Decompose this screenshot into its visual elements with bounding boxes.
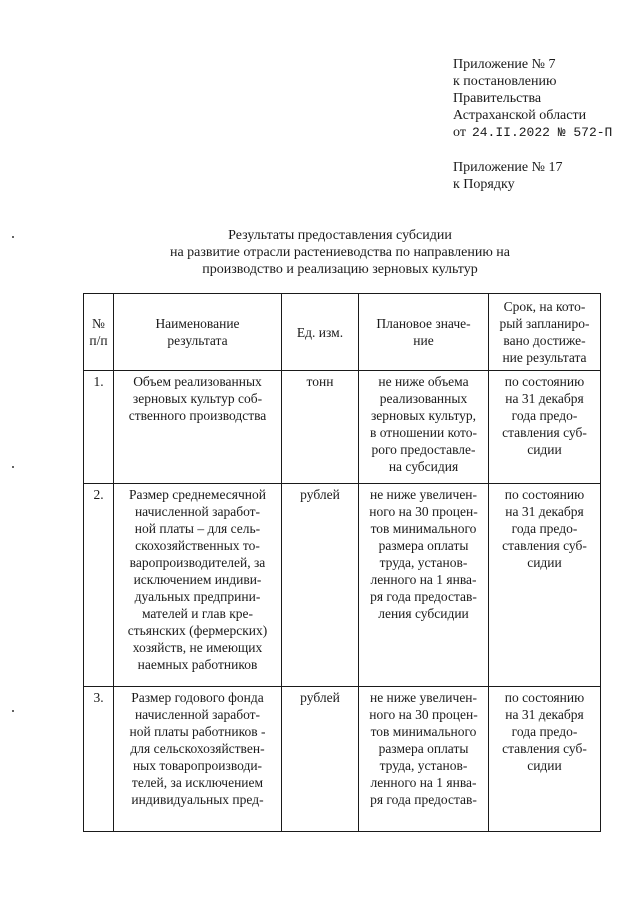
table-row (84, 484, 601, 687)
appendix-secondary (453, 159, 623, 193)
scan-speck (12, 466, 14, 468)
table-row (84, 687, 601, 832)
header-unit: Ед. изм. (282, 294, 359, 371)
title-line-2: на развитие отрасли растениеводства по направлению на (169, 245, 511, 260)
document-title (130, 227, 550, 278)
row-unit: рублей (282, 484, 359, 687)
appendix-secondary-line-1: Приложение № 17 (453, 160, 563, 175)
row-num: 1. (84, 371, 114, 484)
row-plan: не ниже увеличен- ного на 30 процен- тов минимального размера оплаты труда, установ- ленного на 1 янва- ря года предостав- (359, 687, 489, 832)
row-plan: не ниже увеличен- ного на 30 процен- тов минимального размера оплаты труда, установ- ленного на 1 янва- ря года предостав- ления субсидии (359, 484, 489, 687)
header-name: Наименование результата (114, 294, 282, 371)
row-term: по состоянию на 31 декабря года предо- ставления суб- сидии (489, 687, 601, 832)
appendix-line-1: Приложение № 7 (453, 57, 556, 72)
appendix-date-line (453, 124, 638, 141)
results-table (83, 293, 601, 832)
row-name: Размер годового фонда начисленной заработ- ной платы работников - для сельскохозяйствен- ных товаропроизводи- телей, за исключением индивидуальных пред- (114, 687, 282, 832)
scan-speck (12, 236, 14, 238)
row-plan: не ниже объема реализованных зерновых культур, в отношении кото- рого предоставле- на субсидия (359, 371, 489, 484)
header-plan: Плановое значе- ние (359, 294, 489, 371)
header-num: № п/п (84, 294, 114, 371)
header-term: Срок, на кото- рый запланиро- вано достиже- ние результата (489, 294, 601, 371)
appendix-line-4: Астраханской области (453, 108, 587, 123)
table-row (84, 371, 601, 484)
row-term: по состоянию на 31 декабря года предо- ставления суб- сидии (489, 484, 601, 687)
row-name: Размер среднемесячной начисленной заработ- ной платы – для сель- скохозяйственных то- варопроизводителей, за исключением индиви- дуальных предприни- мателей и глав кре- стьянских (фермерских) хозяйств, не имеющих наемных работников (114, 484, 282, 687)
decree-date-number: 24.II.2022 № 572-П (471, 125, 613, 140)
scan-speck (12, 710, 14, 712)
row-unit: тонн (282, 371, 359, 484)
row-name: Объем реализованных зерновых культур соб- ственного производства (114, 371, 282, 484)
appendix-secondary-line-2: к Порядку (453, 177, 515, 192)
title-line-3: производство и реализацию зерновых культур (202, 262, 478, 277)
row-num: 2. (84, 484, 114, 687)
row-unit: рублей (282, 687, 359, 832)
appendix-line-3: Правительства (453, 91, 542, 106)
from-label: от (453, 125, 466, 140)
title-line-1: Результаты предоставления субсидии (228, 228, 452, 243)
table-header-row (84, 294, 601, 371)
appendix-line-2: к постановлению (453, 74, 557, 89)
row-num: 3. (84, 687, 114, 832)
appendix-header (453, 56, 638, 141)
row-term: по состоянию на 31 декабря года предо- ставления суб- сидии (489, 371, 601, 484)
